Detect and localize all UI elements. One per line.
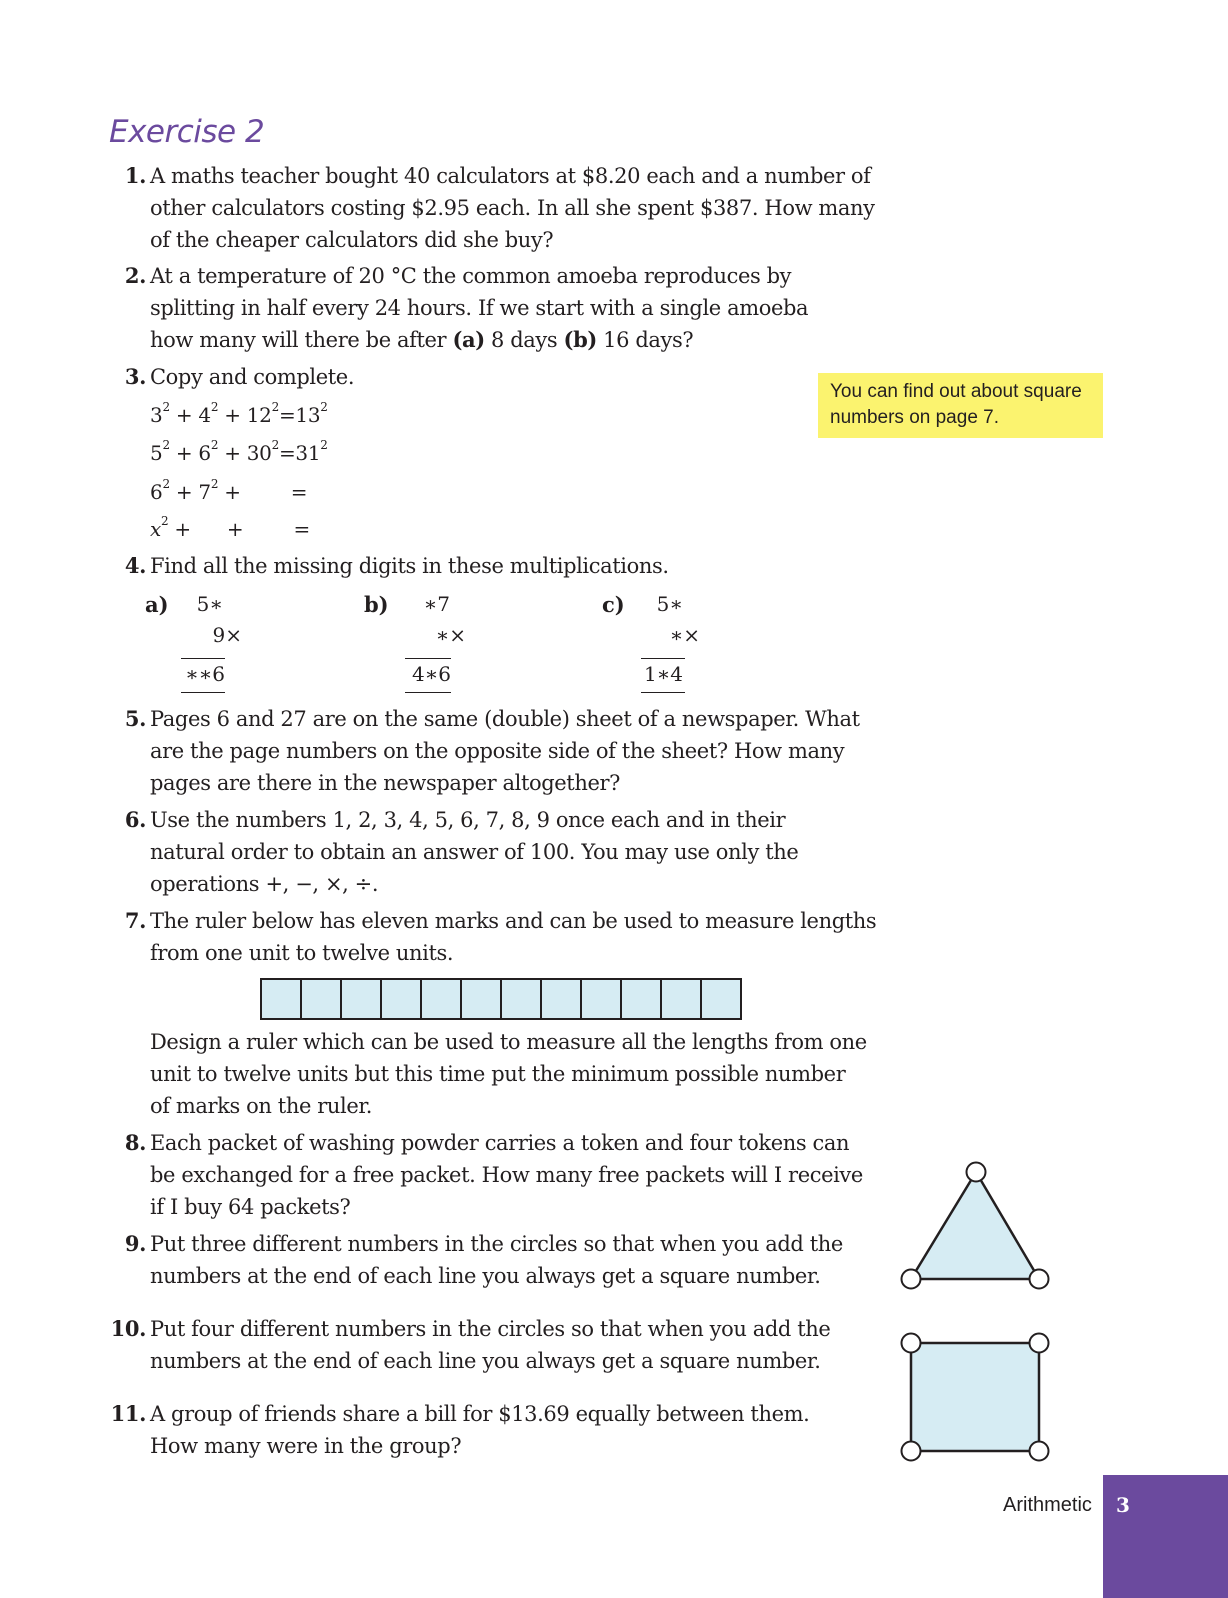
circle-node xyxy=(1030,1270,1049,1289)
question-line: natural order to obtain an answer of 100. You may use only the xyxy=(150,840,799,864)
question-line: A maths teacher bought 40 calculators at $8.20 each and a number of xyxy=(150,164,871,188)
ruler-diagram xyxy=(260,978,742,1020)
ruler-unit xyxy=(502,980,542,1018)
mult-b-rule xyxy=(405,692,451,693)
question-number: 10. xyxy=(110,1316,146,1341)
question-number: 7. xyxy=(124,908,146,933)
question-number: 3. xyxy=(124,364,146,389)
question-line: At a temperature of 20 °C the common amoeba reproduces by xyxy=(150,264,792,288)
mult-c-rule xyxy=(641,692,685,693)
triangle-diagram xyxy=(896,1155,1056,1300)
question-line: of marks on the ruler. xyxy=(150,1094,372,1118)
question-line: How many were in the group? xyxy=(150,1434,462,1458)
equation-2: $5^2 + 6^2 + 30^2=31^2$ xyxy=(150,438,328,465)
circle-node xyxy=(1030,1334,1049,1353)
circle-node xyxy=(902,1442,921,1461)
question-number: 11. xyxy=(110,1401,146,1426)
ruler-unit xyxy=(422,980,462,1018)
mult-b-rule xyxy=(405,658,451,659)
circle-node xyxy=(902,1334,921,1353)
mult-a-result: ∗∗6 xyxy=(185,662,225,686)
question-line: Pages 6 and 27 are on the same (double) sheet of a newspaper. What xyxy=(150,707,860,731)
question-line: be exchanged for a free packet. How many free packets will I receive xyxy=(150,1163,863,1187)
ruler-unit xyxy=(542,980,582,1018)
mult-a-multiplier: 9× xyxy=(212,623,242,647)
question-line: operations +, −, ×, ÷. xyxy=(150,872,379,896)
ruler-unit xyxy=(342,980,382,1018)
equation-4: $x^2$ + + = xyxy=(150,514,310,541)
ruler-unit xyxy=(662,980,702,1018)
question-number: 2. xyxy=(124,263,146,288)
question-number: 6. xyxy=(124,807,146,832)
question-line: other calculators costing $2.95 each. In all she spent $387. How many xyxy=(150,196,875,220)
page-number: 3 xyxy=(1116,1493,1130,1517)
square-diagram xyxy=(896,1327,1056,1472)
question-line: are the page numbers on the opposite side of the sheet? How many xyxy=(150,739,845,763)
question-line xyxy=(150,324,850,356)
mult-label-c: c) xyxy=(602,592,625,617)
ruler-unit xyxy=(582,980,622,1018)
ruler-unit xyxy=(462,980,502,1018)
question-line: A group of friends share a bill for $13.69 equally between them. xyxy=(150,1402,810,1426)
question-line: if I buy 64 packets? xyxy=(150,1195,351,1219)
question-line: pages are there in the newspaper altogether? xyxy=(150,771,620,795)
ruler-unit xyxy=(302,980,342,1018)
part-a-text: 8 days xyxy=(484,328,564,352)
question-line: splitting in half every 24 hours. If we start with a single amoeba xyxy=(150,296,809,320)
mult-b-top: ∗7 xyxy=(423,592,450,616)
question-line: Put three different numbers in the circles so that when you add the xyxy=(150,1232,843,1256)
mult-label-a: a) xyxy=(145,592,169,617)
question-number: 9. xyxy=(124,1231,146,1256)
mult-c-multiplier: ∗× xyxy=(669,623,700,647)
mult-label-b: b) xyxy=(364,592,389,617)
question-line: Find all the missing digits in these multiplications. xyxy=(150,554,669,578)
question-line: Put four different numbers in the circles so that when you add the xyxy=(150,1317,831,1341)
question-line: numbers at the end of each line you always get a square number. xyxy=(150,1264,821,1288)
line-prefix: how many will there be after xyxy=(150,328,453,352)
question-line: Copy and complete. xyxy=(150,365,355,389)
equation-3: $6^2 + 7^2$ + = xyxy=(150,477,308,504)
margin-note: You can find out about square numbers on page 7. xyxy=(818,373,1103,438)
mult-a-rule xyxy=(181,658,225,659)
question-line: The ruler below has eleven marks and can be used to measure lengths xyxy=(150,909,877,933)
question-number: 1. xyxy=(124,163,146,188)
circle-node xyxy=(902,1270,921,1289)
circle-node xyxy=(967,1163,986,1182)
question-line: Use the numbers 1, 2, 3, 4, 5, 6, 7, 8, 9 once each and in their xyxy=(150,808,786,832)
question-number: 8. xyxy=(124,1130,146,1155)
mult-c-result: 1∗4 xyxy=(643,662,683,686)
mult-a-top: 5∗ xyxy=(196,592,223,616)
footer-section-label: Arithmetic xyxy=(1003,1494,1092,1516)
mult-a-rule xyxy=(181,692,225,693)
mult-b-result: 4∗6 xyxy=(411,662,451,686)
question-line: from one unit to twelve units. xyxy=(150,941,454,965)
mult-b-multiplier: ∗× xyxy=(435,623,466,647)
ruler-unit xyxy=(702,980,740,1018)
question-number: 4. xyxy=(124,553,146,578)
question-number: 5. xyxy=(124,706,146,731)
ruler-unit xyxy=(262,980,302,1018)
question-line: unit to twelve units but this time put the minimum possible number xyxy=(150,1062,846,1086)
question-line: Each packet of washing powder carries a token and four tokens can xyxy=(150,1131,850,1155)
ruler-unit xyxy=(382,980,422,1018)
part-b-label: (b) xyxy=(563,327,597,352)
question-line: of the cheaper calculators did she buy? xyxy=(150,228,554,252)
part-b-text: 16 days? xyxy=(596,328,694,352)
part-a-label: (a) xyxy=(452,327,485,352)
circle-node xyxy=(1030,1442,1049,1461)
mult-c-top: 5∗ xyxy=(656,592,683,616)
mult-c-rule xyxy=(641,658,685,659)
question-line: Design a ruler which can be used to measure all the lengths from one xyxy=(150,1030,867,1054)
question-line: numbers at the end of each line you always get a square number. xyxy=(150,1349,821,1373)
ruler-unit xyxy=(622,980,662,1018)
equation-1: $3^2 + 4^2 + 12^2=13^2$ xyxy=(150,400,328,427)
exercise-title: Exercise 2 xyxy=(109,114,265,150)
